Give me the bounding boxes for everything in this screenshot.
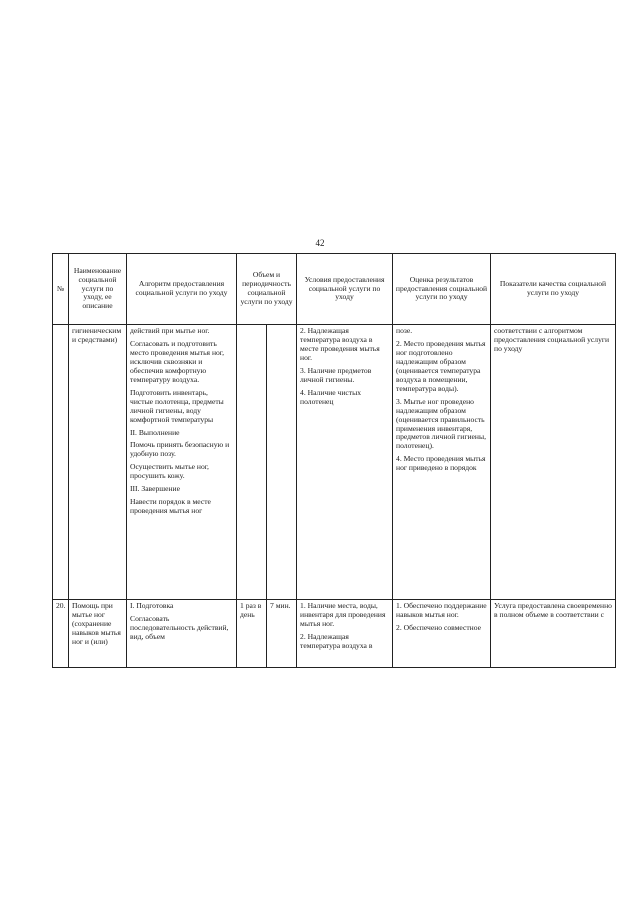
algorithm-step: чистые полотенца, предметы личной гигиены, воду комфортной температуры [130,396,224,424]
cell-indicators: Услуга предоставлена своевременно в полном объеме в соответствии с [491,600,616,668]
algorithm-step: Подготовить инвентарь, [130,387,208,397]
header-number: № [53,254,69,325]
cell-service-name: Помощь при мытье ног (сохранение навыков мытья ног и (или) [69,600,127,668]
cell-indicators: соответствии с алгоритмом предоставления социальной услуги по уходу [491,325,616,600]
cell-period [267,325,297,600]
header-indicators: Показатели качества социальной услуги по уходу [491,254,616,325]
algorithm-step: III. Завершение [130,484,180,494]
cell-volume: 1 раз в день [237,600,267,668]
condition-item: 2. Надлежащая температура воздуха в [300,631,373,650]
condition-item: 4. Наличие чистых полотенец [300,387,362,406]
page-number: 42 [315,238,325,248]
table-header-row [53,254,616,325]
cell-volume [237,325,267,600]
algorithm-step: II. Выполнение [130,427,180,437]
table-row-20 [53,600,616,668]
cell-conditions [297,600,393,668]
cell-algorithm [127,600,237,668]
header-evaluation: Оценка результатов предоставления социальной услуги по уходу [393,254,491,325]
algorithm-step: действий при мытье ног. [130,326,210,335]
algorithm-step: I. Подготовка [130,601,174,610]
cell-period: 7 мин. [267,600,297,668]
evaluation-item: 2. Место проведения мытья ног подготовлено надлежащим образом (оценивается температура воздуха в помещении, температура воды). [396,338,486,393]
service-table [52,253,616,668]
evaluation-item: 2. Обеспечено совместное [396,622,481,632]
evaluation-item: 3. Мытье ног проведено надлежащим образом (оценивается правильность применения инвентаря, предметов личной гигиены, полотенец). [396,396,486,451]
cell-service-name: гигиеническим и средствами) [69,325,127,600]
evaluation-item: 1. Обеспечено поддержание навыков мытья ног. [396,601,487,619]
condition-item: 3. Наличие предметов личной гигиены. [300,365,372,384]
cell-conditions [297,325,393,600]
header-volume: Объем и периодичность социальной услуги по уходу [237,254,297,325]
condition-item: 2. Надлежащая температура воздуха в месте проведения мытья ног. [300,326,380,362]
evaluation-item: 4. Место проведения мытья ног приведено в порядок [396,454,486,473]
header-algorithm: Алгоритм предоставления социальной услуги по уходу [127,254,237,325]
cell-evaluation [393,600,491,668]
cell-number: 20. [53,600,69,668]
cell-number [53,325,69,600]
header-conditions: Условия предоставления социальной услуги по уходу [297,254,393,325]
algorithm-step: Помочь принять безопасную и удобную позу. [130,440,230,459]
algorithm-step: Навести порядок в месте проведения мытья ног [130,497,211,516]
cell-evaluation [393,325,491,600]
algorithm-step: Согласовать последовательность действий, вид, объем [130,613,229,641]
algorithm-step: Согласовать и подготовить место проведения мытья ног, исключив сквозняки и обеспечив комфортную температуру воздуха. [130,338,224,384]
table-row-continued [53,325,616,600]
algorithm-step: Осуществить мытье ног, просушить кожу. [130,462,209,481]
cell-algorithm [127,325,237,600]
condition-item: 1. Наличие места, воды, инвентаря для проведения мытья ног. [300,601,386,628]
evaluation-item: позе. [396,326,413,335]
header-service-name: Наименование социальной услуги по уходу, ее описание [69,254,127,325]
